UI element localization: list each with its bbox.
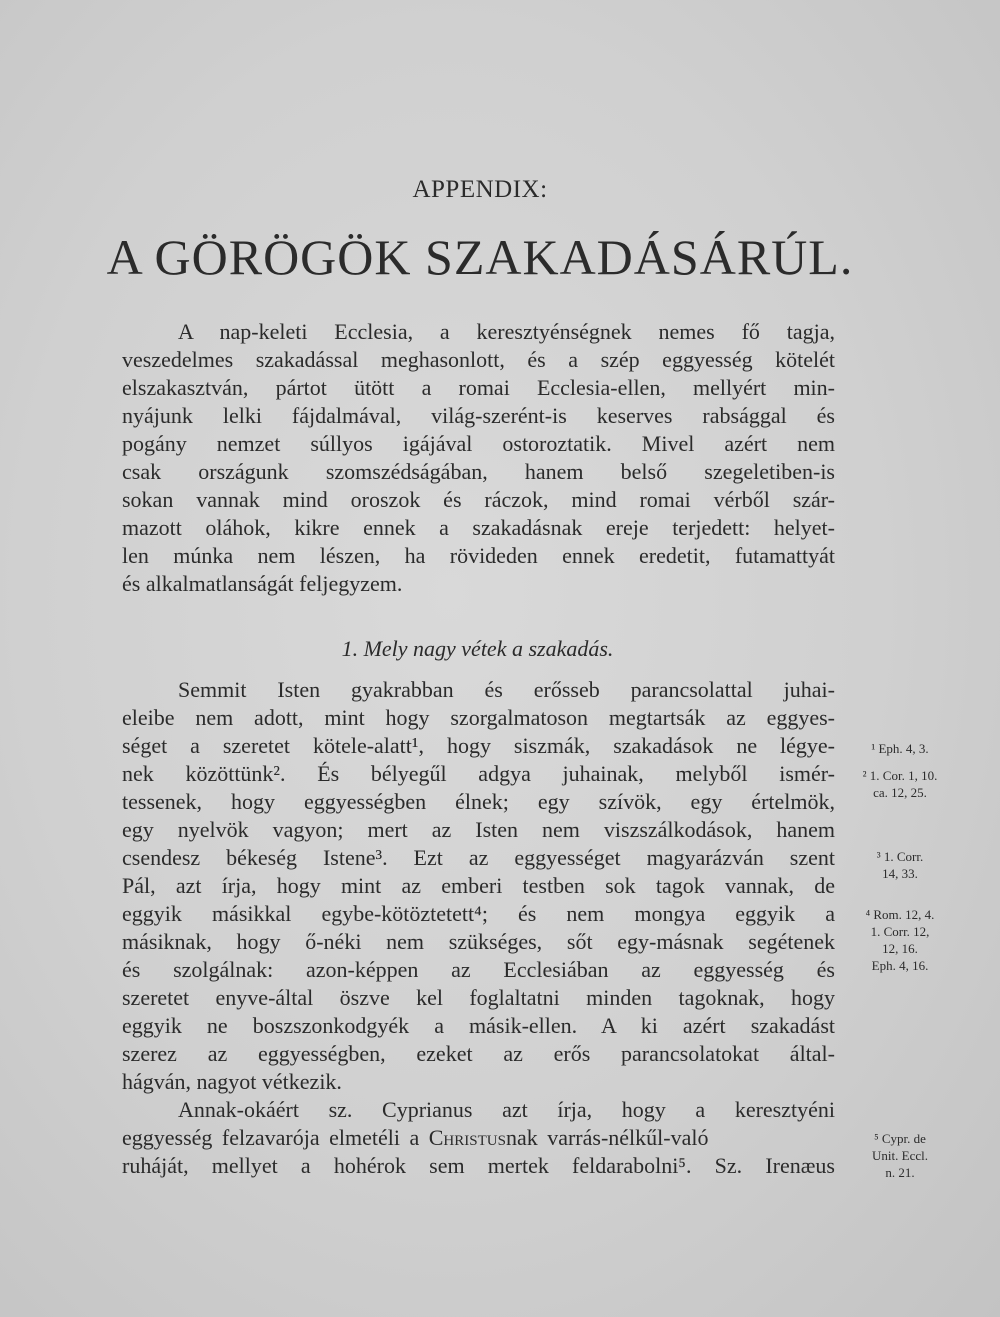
christus-word: Christus: [428, 1125, 506, 1150]
margin-note: ² 1. Cor. 1, 10. ca. 12, 25.: [862, 768, 938, 800]
body-line: eleibe nem adott, mint hogy szorgalmatoson megtartsák az eggyes-: [122, 705, 835, 730]
body-line-end: nak varrás-nélkűl-való: [505, 1125, 709, 1150]
appendix-label: APPENDIX:: [412, 176, 548, 203]
body-line: eggyik másikkal egybe-kötöztetett⁴; és nem mongya eggyik a: [122, 901, 835, 926]
intro-line: veszedelmes szakadással meghasonlott, és a szép eggyesség kötelét: [122, 347, 835, 372]
body-line: [122, 1124, 835, 1152]
intro-line: csak országunk szomszédságában, hanem belső szegeletiben-is: [122, 459, 835, 484]
body-line: szerez az eggyességben, ezeket az erős parancsolatokat által-: [122, 1041, 835, 1066]
body-line: nek közöttünk². És bélyegűl adgya juhainak, melyből ismér-: [122, 761, 835, 786]
body-line: hágván, nagyot vétkezik.: [122, 1069, 342, 1094]
body-line: ruháját, mellyet a hohérok sem mertek feldarabolni⁵. Sz. Irenæus: [122, 1153, 835, 1178]
margin-note: ³ 1. Corr. 14, 33.: [876, 849, 924, 881]
intro-line: A nap-keleti Ecclesia, a keresztyénségnek nemes fő tagja,: [178, 319, 835, 344]
body-line: Annak-okáért sz. Cyprianus azt írja, hogy a keresztyéni: [178, 1097, 835, 1122]
body-line: eggyik ne boszszonkodgyék a másik-ellen. A ki azért szakadást: [122, 1013, 835, 1038]
margin-note: ¹ Eph. 4, 3.: [871, 741, 929, 756]
body-line: csendesz békeség Istene³. Ezt az eggyességet magyarázván szent: [122, 845, 835, 870]
body-line: tessenek, hogy eggyességben élnek; egy szívök, egy értelmök,: [122, 789, 835, 814]
intro-line: len múnka nem lészen, ha rövideden ennek eredetit, futamattyát: [122, 543, 835, 568]
intro-line: mazott oláhok, kikre ennek a szakadásnak ereje terjedett: helyet-: [122, 515, 835, 540]
intro-line: és alkalmatlanságát feljegyzem.: [122, 571, 403, 596]
intro-line: nyájunk lelki fájdalmával, világ-szerént-is keserves rabsággal és: [122, 403, 835, 428]
page-title: A GÖRÖGÖK SZAKADÁSÁRÚL.: [106, 229, 854, 285]
margin-note: ⁵ Cypr. de Unit. Eccl. n. 21.: [872, 1131, 928, 1180]
intro-line: sokan vannak mind oroszok és ráczok, mind romai vérből szár-: [122, 487, 835, 512]
body-line: másiknak, hogy ő-néki nem szükséges, sőt egy-másnak segétenek: [122, 929, 835, 954]
body-line: egy nyelvök vagyon; mert az Isten nem viszszálkodások, hanem: [122, 817, 835, 842]
body-line: szeretet enyve-által öszve kel foglaltatni minden tagoknak, hogy: [122, 985, 835, 1010]
section-heading: 1. Mely nagy vétek a szakadás.: [341, 636, 614, 661]
margin-note: ⁴ Rom. 12, 4. 1. Corr. 12, 12, 16. Eph. 4, 16.: [865, 907, 935, 973]
body-line: és szolgálnak: azon-képpen az Ecclesiában az eggyesség és: [122, 957, 835, 982]
body-line-start: eggyesség felzavarója elmetéli a: [122, 1125, 429, 1150]
body-line: Pál, azt írja, hogy mint az emberi testben sok tagok vannak, de: [122, 873, 835, 898]
body-line: Semmit Isten gyakrabban és erősseb parancsolattal juhai-: [178, 677, 835, 702]
intro-line: elszakasztván, pártot ütött a romai Ecclesia-ellen, mellyért min-: [122, 375, 835, 400]
intro-line: pogány nemzet súllyos igájával ostoroztatik. Mivel azért nem: [122, 431, 835, 456]
body-line: séget a szeretet kötele-alatt¹, hogy siszmák, szakadások ne légye-: [122, 733, 835, 758]
